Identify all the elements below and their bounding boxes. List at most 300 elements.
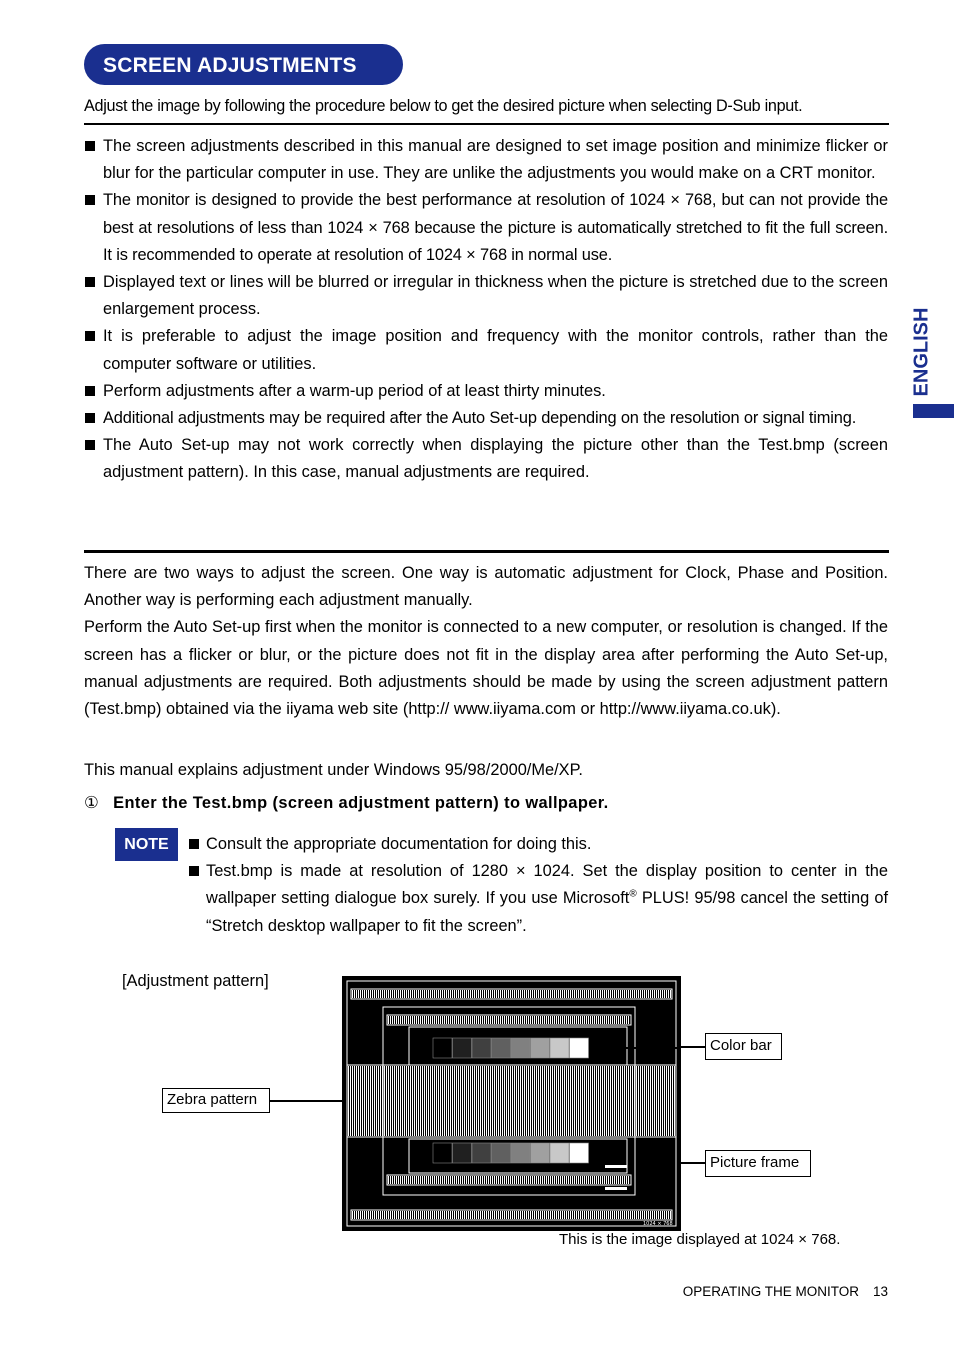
zebra-band-middle-stripe — [542, 1066, 543, 1136]
zebra-band-top-stripe — [586, 990, 587, 998]
zebra-band-top-stripe — [486, 990, 487, 998]
zebra-band-inner-bottom-stripe — [434, 1176, 435, 1184]
list-item: The screen adjustments described in this manual are designed to set image position and minimize flicker or blur for the particular computer in use. They are unlike the adjustments you would make on a CRT monitor. — [84, 133, 888, 187]
zebra-band-bottom-stripe — [456, 1211, 457, 1219]
zebra-band-inner-top-stripe — [452, 1016, 453, 1024]
footer-section: OPERATING THE MONITOR — [682, 1284, 859, 1299]
zebra-band-bottom-stripe — [466, 1211, 467, 1219]
zebra-band-top-stripe — [442, 990, 443, 998]
zebra-band-inner-bottom-stripe — [498, 1176, 499, 1184]
zebra-band-middle-stripe — [448, 1066, 449, 1136]
zebra-band-inner-bottom-stripe — [588, 1176, 589, 1184]
zebra-band-middle-stripe — [570, 1066, 571, 1136]
zebra-band-middle-stripe — [490, 1066, 491, 1136]
zebra-band-top-stripe — [414, 990, 415, 998]
zebra-band-inner-bottom-stripe — [626, 1176, 627, 1184]
zebra-band-middle-stripe — [474, 1066, 475, 1136]
zebra-band-top-stripe — [410, 990, 411, 998]
zebra-band-middle-stripe — [438, 1066, 439, 1136]
zebra-band-bottom-stripe — [404, 1211, 405, 1219]
zebra-band-top-stripe — [472, 990, 473, 998]
note-item-text-b: PLUS! 95/98 cancel the setting of “Stretch desktop wallpaper to fit the screen”. — [206, 889, 888, 935]
zebra-band-inner-top-stripe — [552, 1016, 553, 1024]
zebra-band-top-stripe — [516, 990, 517, 998]
zebra-band-middle-stripe — [560, 1066, 561, 1136]
zebra-band-middle-stripe — [370, 1066, 371, 1136]
zebra-band-bottom-stripe — [572, 1211, 573, 1219]
zebra-band-top-stripe — [484, 990, 485, 998]
zebra-band-inner-bottom-stripe — [502, 1176, 503, 1184]
note-badge: NOTE — [115, 828, 178, 861]
zebra-band-middle-stripe — [536, 1066, 537, 1136]
page-number: 13 — [872, 1284, 888, 1299]
zebra-band-bottom-stripe — [476, 1211, 477, 1219]
zebra-band-middle-stripe — [376, 1066, 377, 1136]
zebra-band-top-stripe — [422, 990, 423, 998]
zebra-band-top-stripe — [620, 990, 621, 998]
zebra-band-inner-top-stripe — [570, 1016, 571, 1024]
zebra-band-middle-stripe — [398, 1066, 399, 1136]
zebra-band-bottom-stripe — [446, 1211, 447, 1219]
zebra-band-middle-stripe — [568, 1066, 569, 1136]
zebra-band-inner-bottom-stripe — [454, 1176, 455, 1184]
zebra-band-inner-top-stripe — [404, 1016, 405, 1024]
zebra-band-top-stripe — [370, 990, 371, 998]
zebra-band-middle-stripe — [480, 1066, 481, 1136]
zebra-band-top-stripe — [556, 990, 557, 998]
zebra-band-middle-stripe — [460, 1066, 461, 1136]
zebra-band-inner-top-stripe — [500, 1016, 501, 1024]
zebra-band-inner-top-stripe — [454, 1016, 455, 1024]
zebra-band-middle-stripe — [508, 1066, 509, 1136]
color-bar-leader-inner — [590, 1047, 680, 1049]
zebra-band-inner-top-stripe — [464, 1016, 465, 1024]
zebra-band-inner-bottom-stripe — [484, 1176, 485, 1184]
zebra-band-top-stripe — [492, 990, 493, 998]
zebra-band-inner-bottom-stripe — [564, 1176, 565, 1184]
color-bar-bottom-swatch — [453, 1143, 472, 1163]
step-1 — [84, 793, 609, 813]
zebra-band-inner-top-stripe — [550, 1016, 551, 1024]
zebra-band-top-stripe — [364, 990, 365, 998]
zebra-band-bottom-stripe — [554, 1211, 555, 1219]
zebra-band-inner-bottom-stripe — [514, 1176, 515, 1184]
zebra-band-inner-top-stripe — [484, 1016, 485, 1024]
zebra-band-inner-top-stripe — [446, 1016, 447, 1024]
zebra-band-inner-top-stripe — [568, 1016, 569, 1024]
divider-middle — [84, 550, 889, 553]
zebra-band-middle-stripe — [596, 1066, 597, 1136]
zebra-band-inner-bottom-stripe — [608, 1176, 609, 1184]
zebra-band-inner-bottom-stripe — [624, 1176, 625, 1184]
color-bar-leader — [679, 1046, 705, 1048]
zebra-band-top-stripe — [666, 990, 667, 998]
zebra-band-inner-bottom-stripe — [590, 1176, 591, 1184]
zebra-band-inner-bottom-stripe — [562, 1176, 563, 1184]
zebra-band-inner-bottom-stripe — [420, 1176, 421, 1184]
zebra-band-middle-stripe — [594, 1066, 595, 1136]
zebra-band-bottom-stripe — [568, 1211, 569, 1219]
zebra-band-top-stripe — [426, 990, 427, 998]
zebra-band-middle-stripe — [354, 1066, 355, 1136]
zebra-band-inner-top-stripe — [406, 1016, 407, 1024]
zebra-band-inner-bottom-stripe — [602, 1176, 603, 1184]
zebra-band-inner-top-stripe — [434, 1016, 435, 1024]
zebra-band-top-stripe — [384, 990, 385, 998]
color-bar-top-swatch — [511, 1038, 530, 1058]
zebra-band-inner-bottom-stripe — [570, 1176, 571, 1184]
zebra-band-bottom-stripe — [662, 1211, 663, 1219]
zebra-band-middle-stripe — [418, 1066, 419, 1136]
zebra-band-bottom-stripe — [526, 1211, 527, 1219]
zebra-band-bottom-stripe — [436, 1211, 437, 1219]
zebra-band-bottom-stripe — [516, 1211, 517, 1219]
zebra-band-top-stripe — [580, 990, 581, 998]
zebra-band-inner-bottom-stripe — [388, 1176, 389, 1184]
zebra-band-top-stripe — [478, 990, 479, 998]
zebra-band-inner-bottom-stripe — [476, 1176, 477, 1184]
zebra-band-inner-bottom-stripe — [456, 1176, 457, 1184]
zebra-band-middle-stripe — [524, 1066, 525, 1136]
zebra-band-top-stripe — [498, 990, 499, 998]
zebra-band-inner-top-stripe — [444, 1016, 445, 1024]
zebra-band-middle-stripe — [482, 1066, 483, 1136]
zebra-band-top-stripe — [668, 990, 669, 998]
zebra-band-top-stripe — [488, 990, 489, 998]
zebra-band-inner-top-stripe — [498, 1016, 499, 1024]
zebra-band-top-stripe — [590, 990, 591, 998]
zebra-band-middle-stripe — [408, 1066, 409, 1136]
zebra-band-inner-bottom-stripe — [500, 1176, 501, 1184]
zebra-band-bottom-stripe — [506, 1211, 507, 1219]
zebra-band-inner-bottom-stripe — [612, 1176, 613, 1184]
zebra-band-top-stripe — [558, 990, 559, 998]
zebra-band-middle-stripe — [660, 1066, 661, 1136]
zebra-band-inner-top-stripe — [604, 1016, 605, 1024]
zebra-band-bottom-stripe — [600, 1211, 601, 1219]
zebra-band-top-stripe — [546, 990, 547, 998]
zebra-band-bottom-stripe — [626, 1211, 627, 1219]
zebra-band-top-stripe — [520, 990, 521, 998]
zebra-band-top-stripe — [448, 990, 449, 998]
zebra-band-inner-bottom-stripe — [432, 1176, 433, 1184]
zebra-band-inner-bottom-stripe — [572, 1176, 573, 1184]
zebra-band-middle-stripe — [404, 1066, 405, 1136]
zebra-band-middle-stripe — [488, 1066, 489, 1136]
zebra-band-middle-stripe — [462, 1066, 463, 1136]
zebra-band-middle-stripe — [614, 1066, 615, 1136]
zebra-band-inner-bottom-stripe — [584, 1176, 585, 1184]
zebra-band-middle-stripe — [532, 1066, 533, 1136]
zebra-band-bottom-stripe — [484, 1211, 485, 1219]
zebra-band-top-stripe — [482, 990, 483, 998]
zebra-band-top-stripe — [554, 990, 555, 998]
zebra-band-middle-stripe — [364, 1066, 365, 1136]
zebra-band-bottom-stripe — [496, 1211, 497, 1219]
zebra-band-inner-top-stripe — [574, 1016, 575, 1024]
zebra-band-inner-top-stripe — [628, 1016, 629, 1024]
zebra-band-bottom-stripe — [424, 1211, 425, 1219]
zebra-band-middle-stripe — [534, 1066, 535, 1136]
zebra-band-top-stripe — [574, 990, 575, 998]
zebra-band-top-stripe — [496, 990, 497, 998]
zebra-band-inner-top-stripe — [522, 1016, 523, 1024]
zebra-band-inner-top-stripe — [472, 1016, 473, 1024]
zebra-band-middle-stripe — [458, 1066, 459, 1136]
zebra-band-inner-top-stripe — [598, 1016, 599, 1024]
zebra-band-middle-stripe — [602, 1066, 603, 1136]
zebra-band-inner-top-stripe — [518, 1016, 519, 1024]
zebra-band-bottom-stripe — [584, 1211, 585, 1219]
note-item: Consult the appropriate documentation for doing this. — [188, 831, 888, 858]
zebra-band-inner-top-stripe — [390, 1016, 391, 1024]
zebra-band-bottom-stripe — [458, 1211, 459, 1219]
zebra-band-middle-stripe — [554, 1066, 555, 1136]
zebra-band-bottom-stripe — [580, 1211, 581, 1219]
zebra-band-top-stripe — [614, 990, 615, 998]
zebra-band-inner-bottom-stripe — [428, 1176, 429, 1184]
zebra-band-top-stripe — [600, 990, 601, 998]
color-bar-callout: Color bar — [705, 1033, 782, 1060]
zebra-band-bottom-stripe — [608, 1211, 609, 1219]
zebra-band-inner-top-stripe — [494, 1016, 495, 1024]
zebra-band-inner-bottom-stripe — [518, 1176, 519, 1184]
zebra-band-bottom-stripe — [412, 1211, 413, 1219]
zebra-band-middle-stripe — [662, 1066, 663, 1136]
zebra-band-middle-stripe — [366, 1066, 367, 1136]
zebra-band-middle-stripe — [504, 1066, 505, 1136]
zebra-band-inner-bottom-stripe — [550, 1176, 551, 1184]
zebra-band-inner-top-stripe — [410, 1016, 411, 1024]
zebra-band-bottom-stripe — [668, 1211, 669, 1219]
zebra-band-top-stripe — [392, 990, 393, 998]
zebra-band-bottom-stripe — [474, 1211, 475, 1219]
zebra-band-inner-top-stripe — [492, 1016, 493, 1024]
zebra-band-middle-stripe — [618, 1066, 619, 1136]
zebra-band-bottom-stripe — [556, 1211, 557, 1219]
zebra-band-top-stripe — [602, 990, 603, 998]
zebra-band-top-stripe — [540, 990, 541, 998]
zebra-band-inner-top-stripe — [412, 1016, 413, 1024]
zebra-band-middle-stripe — [658, 1066, 659, 1136]
zebra-band-top-stripe — [452, 990, 453, 998]
zebra-band-middle-stripe — [616, 1066, 617, 1136]
zebra-band-top-stripe — [596, 990, 597, 998]
zebra-band-top-stripe — [654, 990, 655, 998]
zebra-band-inner-top-stripe — [488, 1016, 489, 1024]
zebra-band-middle-stripe — [492, 1066, 493, 1136]
zebra-band-middle-stripe — [406, 1066, 407, 1136]
zebra-band-top-stripe — [378, 990, 379, 998]
zebra-band-bottom-stripe — [460, 1211, 461, 1219]
zebra-band-top-stripe — [594, 990, 595, 998]
zebra-band-inner-bottom-stripe — [438, 1176, 439, 1184]
zebra-band-bottom-stripe — [500, 1211, 501, 1219]
zebra-band-inner-top-stripe — [448, 1016, 449, 1024]
color-bar-bottom-swatch — [511, 1143, 530, 1163]
zebra-band-bottom-stripe — [434, 1211, 435, 1219]
zebra-band-inner-top-stripe — [546, 1016, 547, 1024]
zebra-band-middle-stripe — [388, 1066, 389, 1136]
zebra-band-top-stripe — [354, 990, 355, 998]
zebra-band-inner-bottom-stripe — [496, 1176, 497, 1184]
zebra-band-bottom-stripe — [370, 1211, 371, 1219]
zebra-band-bottom-stripe — [400, 1211, 401, 1219]
zebra-band-bottom-stripe — [548, 1211, 549, 1219]
zebra-band-middle-stripe — [628, 1066, 629, 1136]
zebra-band-middle-stripe — [394, 1066, 395, 1136]
zebra-band-inner-top-stripe — [534, 1016, 535, 1024]
zebra-band-top-stripe — [622, 990, 623, 998]
zebra-band-inner-bottom-stripe — [576, 1176, 577, 1184]
zebra-band-top-stripe — [572, 990, 573, 998]
zebra-band-middle-stripe — [432, 1066, 433, 1136]
zebra-band-top-stripe — [418, 990, 419, 998]
zebra-band-bottom-stripe — [410, 1211, 411, 1219]
zebra-band-top-stripe — [390, 990, 391, 998]
zebra-band-inner-top-stripe — [474, 1016, 475, 1024]
zebra-band-inner-bottom-stripe — [390, 1176, 391, 1184]
zebra-band-top-stripe — [430, 990, 431, 998]
divider-top — [84, 123, 889, 125]
zebra-band-inner-top-stripe — [398, 1016, 399, 1024]
list-item: The Auto Set-up may not work correctly when displaying the picture other than the Test.bmp (screen adjustment pattern). In this case, manual adjustments are required. — [84, 432, 888, 486]
zebra-band-inner-top-stripe — [584, 1016, 585, 1024]
zebra-band-inner-top-stripe — [514, 1016, 515, 1024]
zebra-band-middle-stripe — [540, 1066, 541, 1136]
zebra-band-bottom-stripe — [398, 1211, 399, 1219]
zebra-band-bottom-stripe — [420, 1211, 421, 1219]
zebra-band-bottom-stripe — [428, 1211, 429, 1219]
zebra-band-inner-bottom-stripe — [416, 1176, 417, 1184]
zebra-band-middle-stripe — [674, 1066, 675, 1136]
zebra-band-top-stripe — [524, 990, 525, 998]
zebra-band-bottom-stripe — [614, 1211, 615, 1219]
zebra-band-middle-stripe — [516, 1066, 517, 1136]
list-item: Displayed text or lines will be blurred or irregular in thickness when the picture is stretched due to the screen enlargement process. — [84, 269, 888, 323]
zebra-leader — [270, 1100, 343, 1102]
zebra-band-middle-stripe — [620, 1066, 621, 1136]
zebra-band-inner-top-stripe — [496, 1016, 497, 1024]
page-footer — [683, 1284, 888, 1299]
paragraph: There are two ways to adjust the screen. One way is automatic adjustment for Clock, Phase and Position. Another way is performing each adjustment manually. — [84, 564, 888, 610]
zebra-band-bottom-stripe — [596, 1211, 597, 1219]
zebra-band-bottom-stripe — [650, 1211, 651, 1219]
zebra-band-inner-top-stripe — [428, 1016, 429, 1024]
language-tab-marker — [913, 404, 954, 418]
color-bar-top-swatch — [531, 1038, 550, 1058]
zebra-band-inner-bottom-stripe — [530, 1176, 531, 1184]
zebra-band-bottom-stripe — [468, 1211, 469, 1219]
zebra-band-top-stripe — [618, 990, 619, 998]
zebra-band-inner-bottom-stripe — [558, 1176, 559, 1184]
zebra-band-bottom-stripe — [520, 1211, 521, 1219]
zebra-band-inner-top-stripe — [618, 1016, 619, 1024]
zebra-band-inner-bottom-stripe — [460, 1176, 461, 1184]
zebra-band-middle-stripe — [548, 1066, 549, 1136]
zebra-band-bottom-stripe — [418, 1211, 419, 1219]
zebra-band-top-stripe — [550, 990, 551, 998]
zebra-band-inner-bottom-stripe — [594, 1176, 595, 1184]
zebra-band-bottom-stripe — [384, 1211, 385, 1219]
zebra-band-inner-top-stripe — [478, 1016, 479, 1024]
zebra-band-middle-stripe — [464, 1066, 465, 1136]
zebra-band-top-stripe — [536, 990, 537, 998]
zebra-band-bottom-stripe — [374, 1211, 375, 1219]
zebra-band-middle-stripe — [494, 1066, 495, 1136]
zebra-band-middle-stripe — [510, 1066, 511, 1136]
zebra-band-inner-top-stripe — [620, 1016, 621, 1024]
zebra-band-bottom-stripe — [610, 1211, 611, 1219]
zebra-band-inner-bottom-stripe — [524, 1176, 525, 1184]
zebra-band-inner-top-stripe — [600, 1016, 601, 1024]
zebra-band-bottom-stripe — [670, 1211, 671, 1219]
zebra-band-bottom-stripe — [598, 1211, 599, 1219]
zebra-band-inner-bottom-stripe — [394, 1176, 395, 1184]
zebra-band-inner-bottom-stripe — [532, 1176, 533, 1184]
zebra-band-top-stripe — [532, 990, 533, 998]
zebra-band-middle-stripe — [356, 1066, 357, 1136]
zebra-band-top-stripe — [470, 990, 471, 998]
zebra-band-bottom-stripe — [472, 1211, 473, 1219]
zebra-band-middle-stripe — [384, 1066, 385, 1136]
zebra-band-top-stripe — [626, 990, 627, 998]
figure-caption: This is the image displayed at 1024 × 768. — [559, 1231, 841, 1248]
zebra-band-middle-stripe — [434, 1066, 435, 1136]
zebra-band-inner-bottom-stripe — [408, 1176, 409, 1184]
zebra-band-middle-stripe — [648, 1066, 649, 1136]
zebra-band-inner-bottom-stripe — [604, 1176, 605, 1184]
zebra-band-bottom-stripe — [660, 1211, 661, 1219]
zebra-band-middle-stripe — [652, 1066, 653, 1136]
zebra-band-bottom-stripe — [576, 1211, 577, 1219]
zebra-band-middle-stripe — [646, 1066, 647, 1136]
zebra-band-top-stripe — [462, 990, 463, 998]
zebra-band-top-stripe — [564, 990, 565, 998]
zebra-band-inner-bottom-stripe — [544, 1176, 545, 1184]
zebra-band-inner-bottom-stripe — [598, 1176, 599, 1184]
zebra-band-inner-top-stripe — [432, 1016, 433, 1024]
zebra-band-inner-top-stripe — [610, 1016, 611, 1024]
zebra-band-inner-bottom-stripe — [474, 1176, 475, 1184]
zebra-band-inner-bottom-stripe — [464, 1176, 465, 1184]
zebra-band-inner-bottom-stripe — [556, 1176, 557, 1184]
zebra-band-top-stripe — [352, 990, 353, 998]
zebra-band-bottom-stripe — [386, 1211, 387, 1219]
zebra-band-inner-bottom-stripe — [568, 1176, 569, 1184]
zebra-band-inner-top-stripe — [462, 1016, 463, 1024]
zebra-band-inner-top-stripe — [542, 1016, 543, 1024]
zebra-band-inner-top-stripe — [526, 1016, 527, 1024]
zebra-band-top-stripe — [566, 990, 567, 998]
intro-text: Adjust the image by following the procedure below to get the desired picture when selecting D-Sub input. — [84, 97, 803, 115]
zebra-band-middle-stripe — [558, 1066, 559, 1136]
zebra-band-inner-top-stripe — [580, 1016, 581, 1024]
note-list — [188, 831, 888, 940]
zebra-band-middle-stripe — [650, 1066, 651, 1136]
zebra-band-top-stripe — [544, 990, 545, 998]
zebra-band-inner-bottom-stripe — [410, 1176, 411, 1184]
zebra-band-middle-stripe — [352, 1066, 353, 1136]
zebra-band-middle-stripe — [590, 1066, 591, 1136]
zebra-band-inner-bottom-stripe — [586, 1176, 587, 1184]
zebra-band-inner-top-stripe — [420, 1016, 421, 1024]
zebra-band-inner-bottom-stripe — [462, 1176, 463, 1184]
zebra-band-bottom-stripe — [594, 1211, 595, 1219]
zebra-band-bottom-stripe — [628, 1211, 629, 1219]
zebra-band-inner-bottom-stripe — [560, 1176, 561, 1184]
zebra-band-inner-bottom-stripe — [488, 1176, 489, 1184]
